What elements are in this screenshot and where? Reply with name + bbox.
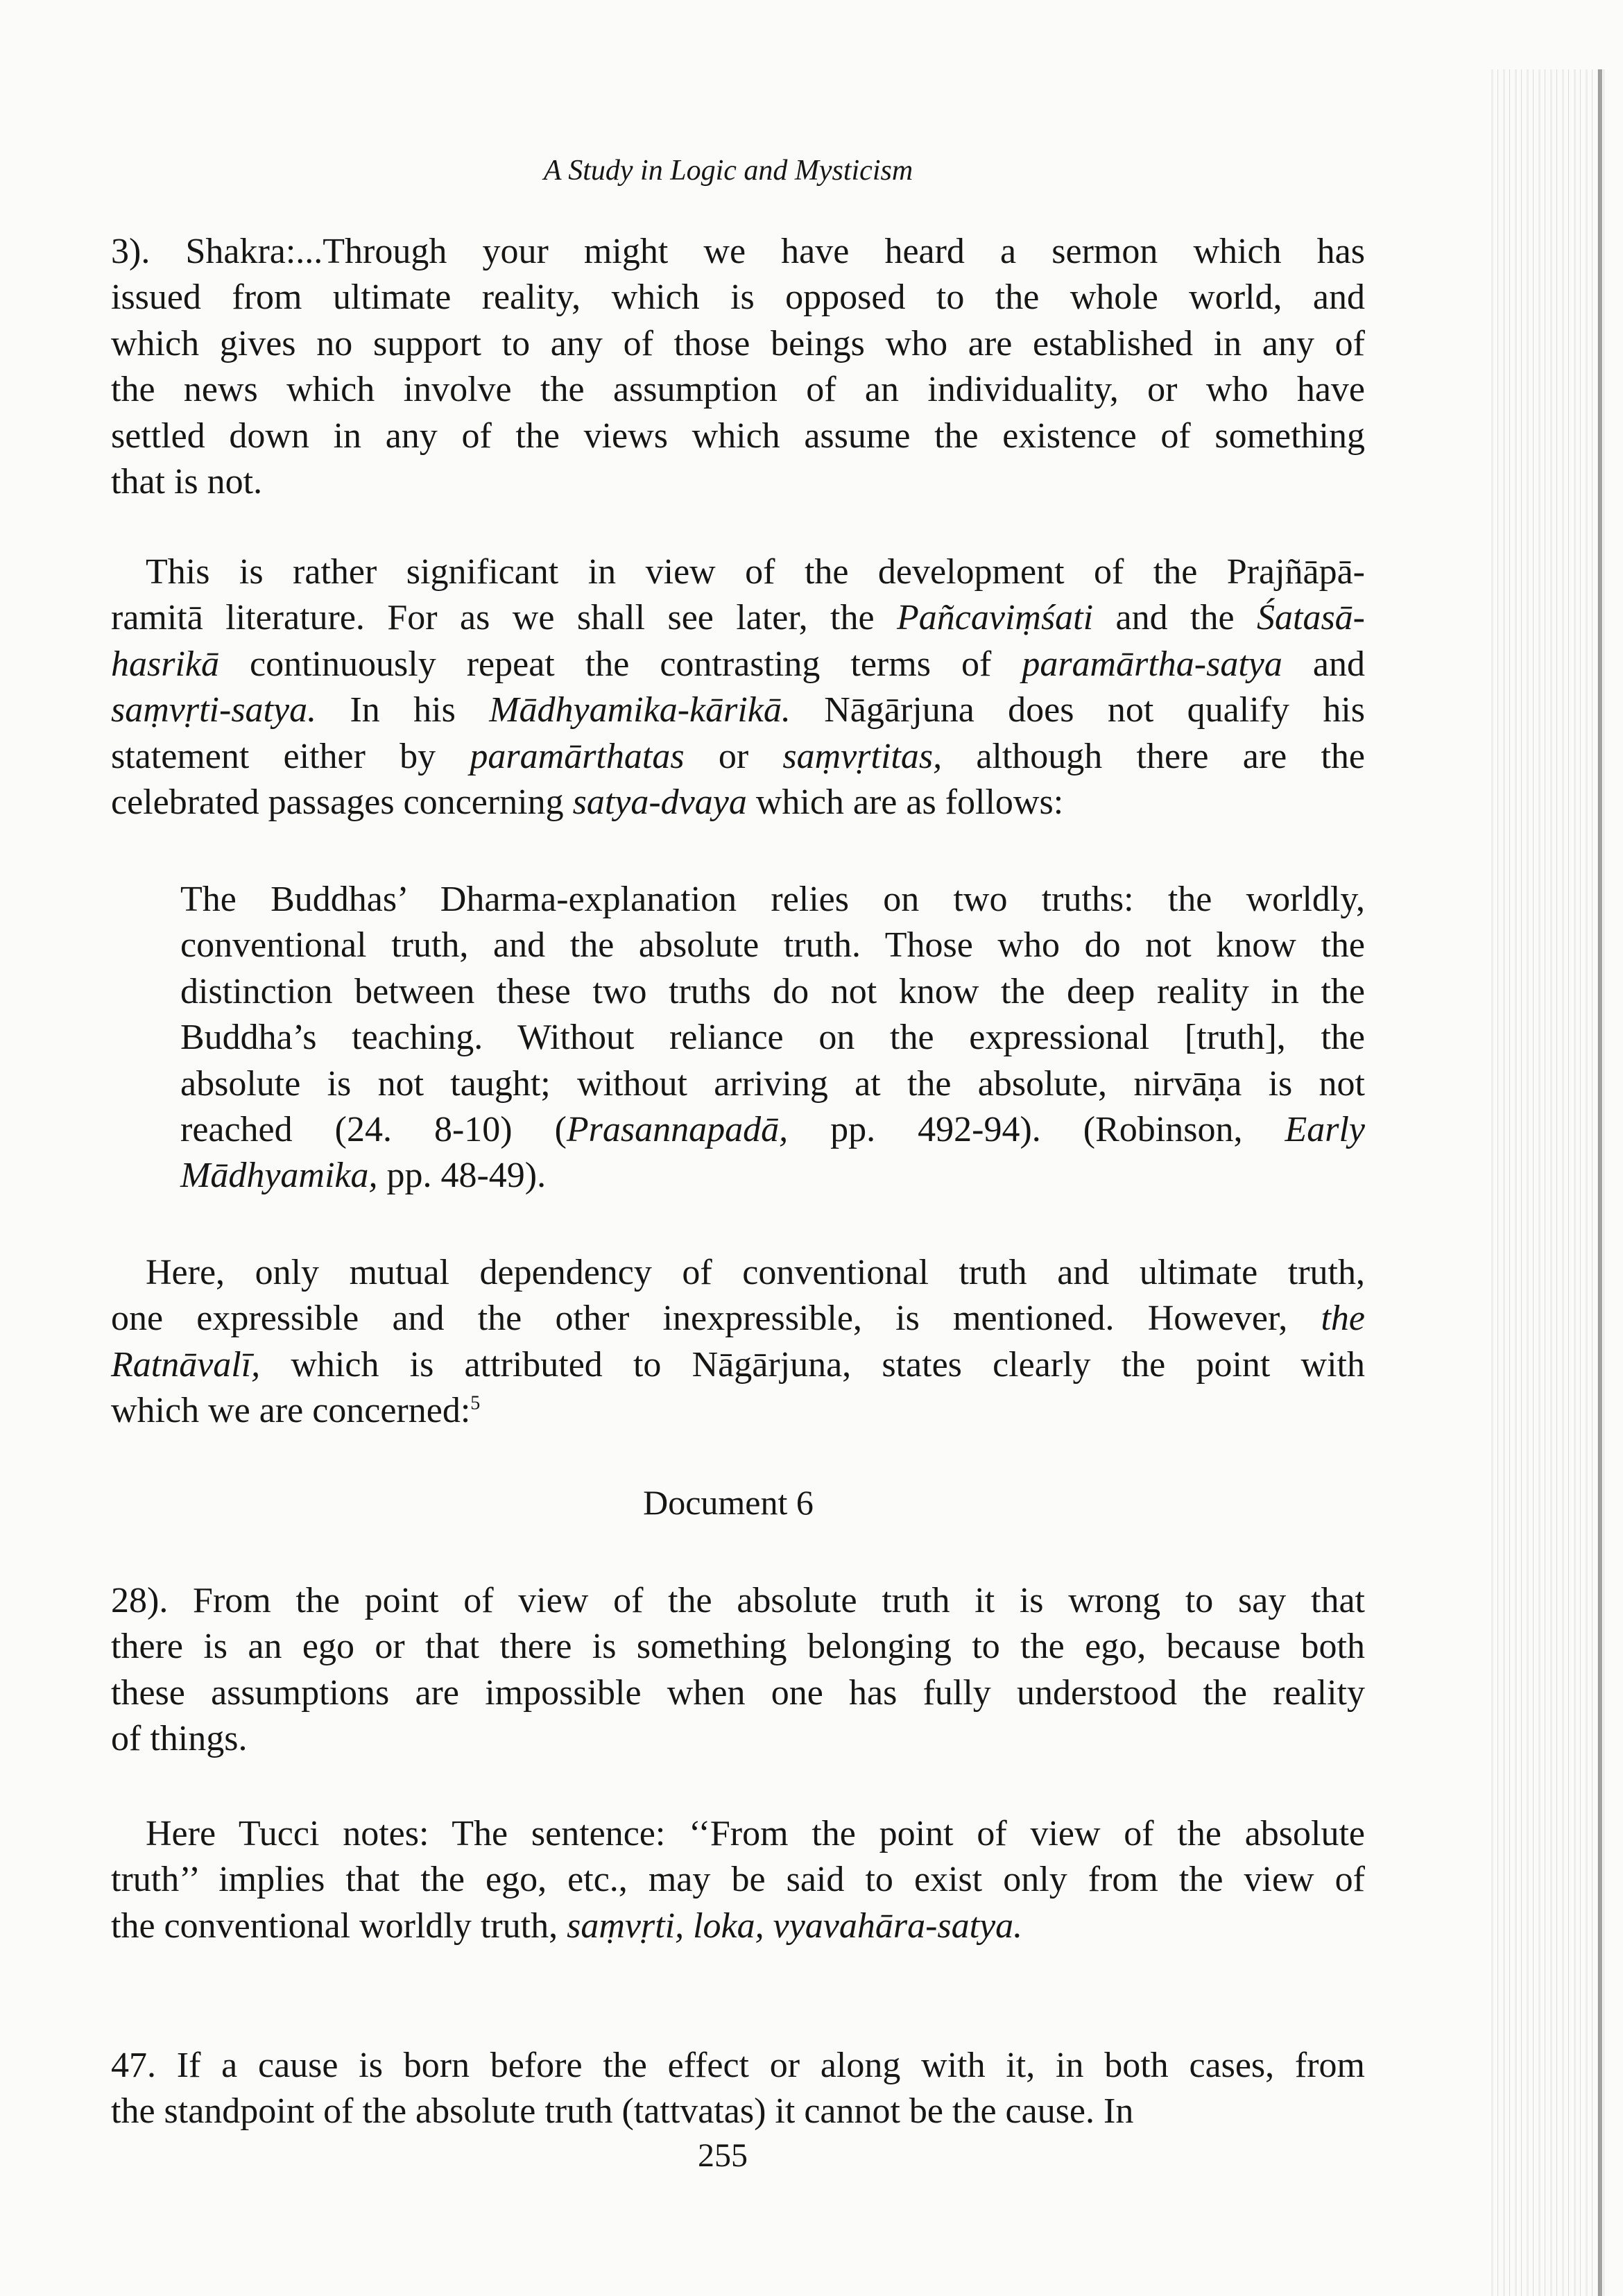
- text-segment: of things.: [111, 1719, 248, 1759]
- italic-term: satya-dvaya: [572, 782, 747, 822]
- text-segment: Nāgārjuna does not qualify his: [790, 690, 1366, 730]
- text-line: [180, 1061, 1365, 1107]
- text-segment: conventional truth, and the absolute truth. Those who do not know the: [180, 925, 1365, 966]
- running-head: A Study in Logic and Mysticism: [543, 155, 913, 187]
- text-segment: celebrated passages concerning: [111, 782, 573, 822]
- text-line: [111, 549, 1365, 595]
- page-number: 255: [698, 2137, 748, 2174]
- text-line: [111, 734, 1365, 780]
- text-line: [180, 1015, 1365, 1061]
- text-segment: 28). From the point of view of the absolute truth it is wrong to say that: [111, 1581, 1365, 1620]
- text-line: [111, 1857, 1365, 1903]
- text-line: [111, 275, 1365, 320]
- text-segment: This is rather significant in view of the development of the Prajñāpā-: [146, 552, 1365, 592]
- text-line: [111, 1342, 1365, 1388]
- text-segment: reached (24. 8-10) (: [180, 1109, 567, 1149]
- text-line: [111, 321, 1365, 367]
- text-segment: truth’’ implies that the ego, etc., may be said to exist only from the view of: [111, 1860, 1365, 1900]
- text-line: [111, 229, 1365, 275]
- text-line: [111, 1578, 1365, 1624]
- text-segment: which gives no support to any of those beings who are established in any of: [111, 323, 1365, 363]
- text-line: [111, 459, 1365, 505]
- text-segment: one expressible and the other inexpressible, is mentioned. However,: [111, 1299, 1321, 1339]
- text-line: [111, 1388, 1365, 1434]
- text-segment: and the: [1093, 598, 1257, 638]
- text-line: [111, 413, 1365, 459]
- text-segment: there is an ego or that there is something belonging to the ego, because both: [111, 1627, 1365, 1667]
- italic-term: Śatasā-: [1257, 598, 1365, 638]
- text-line: [111, 642, 1365, 687]
- text-segment: the conventional worldly truth,: [111, 1905, 567, 1946]
- text-segment: which we are concerned:: [111, 1391, 471, 1431]
- italic-term: paramārtha-satya: [1022, 644, 1282, 684]
- italic-term: Prasannapadā,: [566, 1109, 789, 1149]
- text-segment: pp. 492-94). (Robinson,: [788, 1109, 1285, 1149]
- paragraph-significance: [111, 549, 1365, 825]
- italic-term: hasrikā: [111, 644, 219, 684]
- text-line: [111, 1670, 1365, 1716]
- italic-term: Ratnāvalī,: [111, 1344, 261, 1385]
- italic-term: Mādhyamika,: [180, 1156, 378, 1196]
- text-segment: although there are the: [942, 736, 1365, 776]
- text-line: [111, 367, 1365, 413]
- italic-term: Early: [1285, 1109, 1365, 1149]
- text-segment: continuously repeat the contrasting terms of: [219, 644, 1022, 684]
- text-segment: that is not.: [111, 461, 263, 502]
- text-line: [111, 1811, 1365, 1857]
- italic-term: the: [1321, 1299, 1365, 1339]
- text-segment: and: [1282, 644, 1365, 684]
- text-segment: Buddha’s teaching. Without reliance on the expressional [truth], the: [180, 1018, 1365, 1058]
- text-segment: which is attributed to Nāgārjuna, states clearly the point with: [260, 1344, 1365, 1385]
- text-segment: 47. If a cause is born before the effect or along with it, in both cases, from: [111, 2046, 1365, 2085]
- text-segment: Here Tucci notes: The sentence: ‘‘From the point of view of the absolute: [146, 1814, 1365, 1853]
- text-segment: ramitā literature. For as we shall see later, the: [111, 598, 898, 638]
- block-quote-buddhas: [180, 877, 1365, 1199]
- footnote-marker: 5: [470, 1392, 481, 1414]
- paragraph-tucci: [111, 1811, 1365, 1949]
- italic-term: saṃvṛti, loka, vyavahāra-satya.: [567, 1905, 1023, 1946]
- document-heading: Document 6: [643, 1483, 814, 1522]
- paragraph-mutual-dependency: [111, 1250, 1365, 1434]
- text-segment: The Buddhas’ Dharma-explanation relies on two truths: the worldly,: [180, 880, 1365, 919]
- text-segment: pp. 48-49).: [377, 1156, 547, 1196]
- text-segment: or: [684, 736, 783, 776]
- text-segment: statement either by: [111, 736, 470, 776]
- text-line: [111, 1250, 1365, 1296]
- text-segment: settled down in any of the views which assume the existence of something: [111, 415, 1365, 456]
- text-line: [111, 687, 1365, 733]
- text-line: [180, 969, 1365, 1015]
- text-line: [111, 2043, 1365, 2089]
- text-line: [180, 1107, 1365, 1153]
- text-segment: distinction between these two truths do not know the deep reality in the: [180, 971, 1365, 1011]
- text-line: [111, 2089, 1365, 2134]
- text-segment: which are as follows:: [746, 782, 1064, 822]
- italic-term: Mādhyamika-kārikā.: [489, 690, 791, 730]
- text-segment: issued from ultimate reality, which is opposed to the whole world, and: [111, 277, 1365, 318]
- italic-term: saṃvṛtitas,: [782, 736, 943, 776]
- text-line: [180, 1153, 1365, 1199]
- text-segment: In his: [316, 690, 490, 730]
- italic-term: paramārthatas: [470, 736, 685, 776]
- text-segment: 3). Shakra:...Through your might we have heard a sermon which has: [111, 232, 1365, 271]
- text-segment: the standpoint of the absolute truth (tattvatas) it cannot be the cause. In: [111, 2091, 1134, 2132]
- paragraph-28: [111, 1578, 1365, 1763]
- text-line: [111, 595, 1365, 641]
- text-segment: these assumptions are impossible when one has fully understood the reality: [111, 1672, 1365, 1713]
- text-line: [180, 923, 1365, 968]
- text-line: [111, 1716, 1365, 1762]
- text-segment: the news which involve the assumption of an individuality, or who have: [111, 370, 1365, 410]
- scan-edge-artifact: [1491, 69, 1609, 2296]
- paragraph-47: [111, 2043, 1365, 2135]
- text-line: [111, 1296, 1365, 1342]
- text-line: [111, 1903, 1365, 1949]
- paragraph-shakra: [111, 229, 1365, 505]
- text-segment: Here, only mutual dependency of conventional truth and ultimate truth,: [146, 1253, 1365, 1292]
- text-line: [111, 1624, 1365, 1670]
- text-segment: absolute is not taught; without arriving at the absolute, nirvāṇa is not: [180, 1063, 1365, 1104]
- text-line: [180, 877, 1365, 923]
- italic-term: saṃvṛti-satya.: [111, 690, 317, 730]
- text-line: [111, 780, 1365, 825]
- italic-term: Pañcaviṃśati: [897, 598, 1094, 638]
